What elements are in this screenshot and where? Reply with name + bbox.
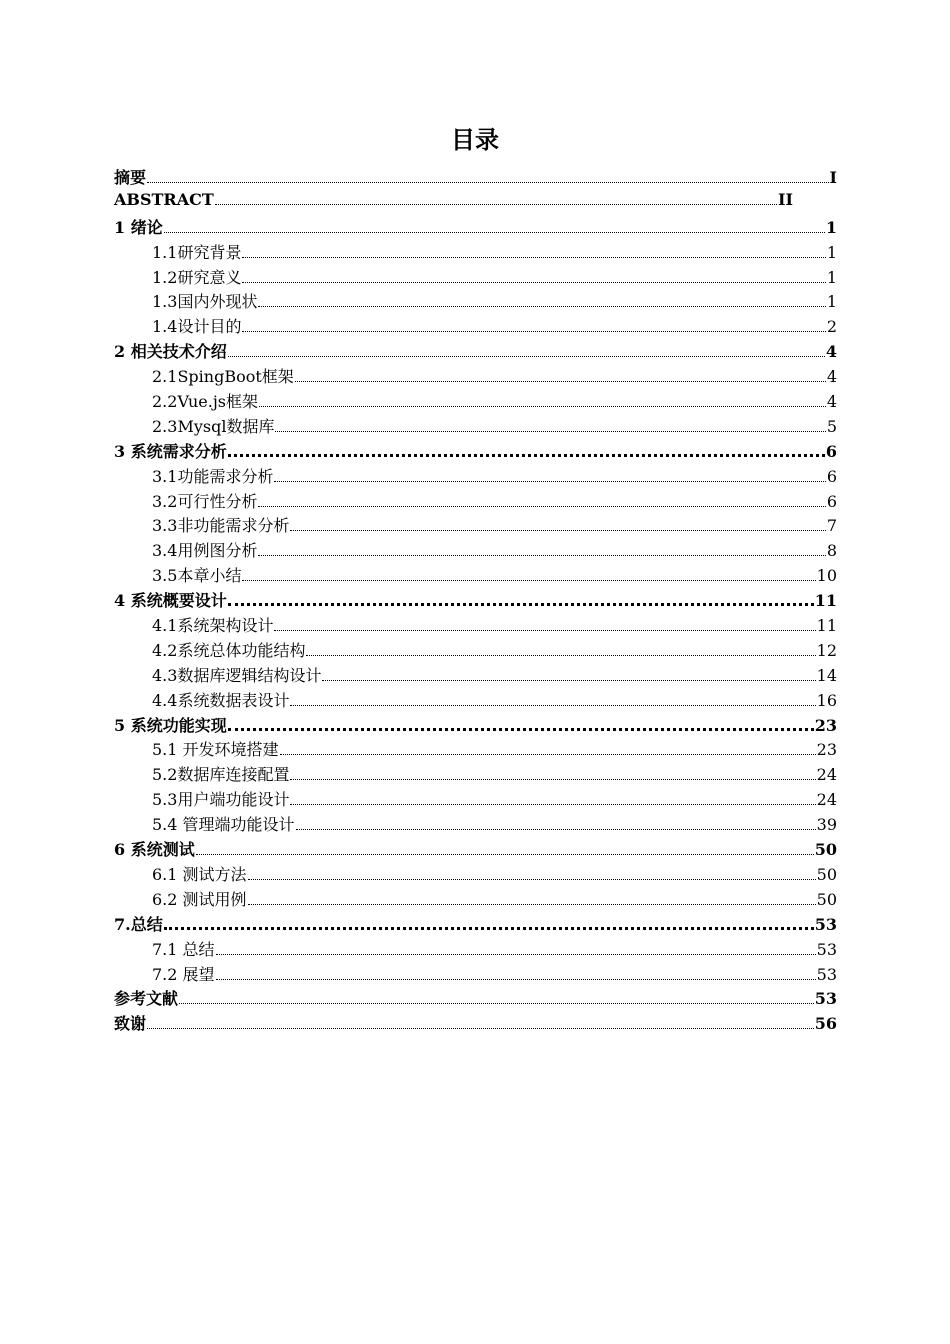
page-title: 目录 — [451, 126, 499, 154]
toc-entry-label: 4.1系统架构设计 — [152, 616, 274, 636]
toc-entry[interactable] — [114, 787, 837, 812]
toc-entry-label: 5 系统功能实现 — [114, 715, 227, 735]
toc-entry[interactable] — [114, 862, 837, 887]
toc-entry-label: 6 系统测试 — [114, 840, 195, 860]
toc-entry[interactable] — [114, 215, 837, 240]
toc-entry-label: 1 绪论 — [114, 217, 163, 237]
toc-entry[interactable] — [114, 563, 837, 588]
toc-dot-leader — [322, 680, 815, 681]
toc-dot-leader — [274, 481, 825, 482]
toc-dot-leader — [306, 655, 815, 656]
toc-page-number: 11 — [816, 616, 837, 636]
toc-entry-label: 1.2研究意义 — [152, 267, 242, 287]
toc-entry[interactable] — [114, 190, 837, 215]
toc-entry[interactable] — [114, 165, 837, 190]
toc-page-number: 4 — [826, 392, 837, 412]
toc-page-number: 1 — [826, 267, 837, 287]
toc-page-number: 50 — [814, 840, 837, 860]
toc-entry[interactable] — [114, 812, 837, 837]
toc-entry-label: 3.5本章小结 — [152, 566, 242, 586]
toc-entry[interactable] — [114, 339, 837, 364]
toc-entry[interactable] — [114, 1011, 837, 1036]
toc-dot-leader — [248, 904, 816, 905]
toc-entry[interactable] — [114, 240, 837, 265]
toc-dot-leader — [259, 406, 826, 407]
toc-entry-label: 5.2数据库连接配置 — [152, 765, 290, 785]
toc-entry-label: 1.3国内外现状 — [152, 292, 258, 312]
toc-page-number: 11 — [814, 591, 837, 611]
toc-dot-leader — [290, 705, 815, 706]
toc-page-number: I — [829, 168, 837, 187]
toc-entry-label: 4 系统概要设计 — [114, 591, 227, 611]
toc-page-number: 10 — [816, 566, 837, 586]
toc-dot-leader — [228, 454, 825, 457]
toc-dot-leader — [274, 630, 815, 631]
toc-page-number: 1 — [826, 292, 837, 312]
toc-entry-label: 3.3非功能需求分析 — [152, 516, 290, 536]
toc-dot-leader — [228, 603, 814, 606]
toc-dot-leader — [228, 728, 814, 731]
toc-page-number: 50 — [816, 889, 837, 909]
toc-entry[interactable] — [114, 663, 837, 688]
toc-entry[interactable] — [114, 389, 837, 414]
toc-entry[interactable] — [114, 414, 837, 439]
toc-page-number: 23 — [814, 715, 837, 735]
toc-dot-leader — [295, 381, 826, 382]
toc-dot-leader — [258, 506, 825, 507]
toc-entry[interactable] — [114, 688, 837, 713]
toc-entry[interactable] — [114, 439, 837, 464]
toc-dot-leader — [290, 804, 815, 805]
toc-entry-label: 5.3用户端功能设计 — [152, 790, 290, 810]
toc-page-number: 53 — [814, 989, 837, 1009]
toc-entry-label: 7.总结 — [114, 914, 163, 934]
toc-dot-leader — [290, 530, 825, 531]
toc-page-number: 8 — [826, 541, 837, 561]
toc-entry[interactable] — [114, 937, 837, 962]
toc-entry-label: 3.1功能需求分析 — [152, 466, 274, 486]
toc-entry[interactable] — [114, 513, 837, 538]
toc-page-number: 4 — [825, 342, 837, 362]
toc-entry-label: 2 相关技术介绍 — [114, 342, 227, 362]
toc-dot-leader — [164, 927, 814, 930]
toc-dot-leader — [280, 754, 816, 755]
toc-entry[interactable] — [114, 364, 837, 389]
toc-page-number: 50 — [816, 864, 837, 884]
toc-dot-leader — [215, 204, 777, 205]
toc-entry[interactable] — [114, 265, 837, 290]
toc-entry[interactable] — [114, 613, 837, 638]
toc-dot-leader — [216, 954, 816, 955]
toc-entry[interactable] — [114, 464, 837, 489]
toc-dot-leader — [164, 232, 825, 233]
toc-entry-label: 1.1研究背景 — [152, 242, 242, 262]
toc-dot-leader — [275, 431, 825, 432]
toc-page-number: 53 — [816, 964, 837, 984]
toc-entry-label: 6.2 测试用例 — [152, 889, 247, 909]
table-of-contents — [114, 165, 837, 1036]
toc-page-number: 53 — [816, 939, 837, 959]
toc-entry-label: 4.4系统数据表设计 — [152, 690, 290, 710]
toc-dot-leader — [242, 331, 825, 332]
toc-page-number: 6 — [826, 466, 837, 486]
toc-dot-leader — [290, 779, 815, 780]
toc-entry-label: 4.3数据库逻辑结构设计 — [152, 665, 322, 685]
toc-entry[interactable] — [114, 737, 837, 762]
toc-dot-leader — [216, 979, 816, 980]
toc-entry-label: 7.1 总结 — [152, 939, 215, 959]
toc-entry[interactable] — [114, 887, 837, 912]
toc-dot-leader — [242, 257, 825, 258]
toc-dot-leader — [248, 879, 816, 880]
toc-entry-label: 摘要 — [114, 168, 147, 187]
toc-entry-label: 2.1SpingBoot框架 — [152, 367, 294, 387]
toc-entry[interactable] — [114, 762, 837, 787]
toc-entry[interactable] — [114, 314, 837, 339]
toc-entry-label: 2.2Vue.js框架 — [152, 392, 259, 412]
toc-entry[interactable] — [114, 912, 837, 937]
toc-entry[interactable] — [114, 289, 837, 314]
toc-entry-label: 3 系统需求分析 — [114, 441, 227, 461]
toc-dot-leader — [258, 555, 825, 556]
toc-entry-label: 3.4用例图分析 — [152, 541, 258, 561]
toc-entry[interactable] — [114, 489, 837, 514]
toc-page-number: 39 — [816, 815, 837, 835]
toc-entry[interactable] — [114, 588, 837, 613]
toc-entry-label: 致谢 — [114, 1014, 147, 1034]
toc-page-number: 2 — [826, 317, 837, 337]
toc-page-number: 7 — [826, 516, 837, 536]
toc-entry-label: 6.1 测试方法 — [152, 864, 247, 884]
toc-dot-leader — [147, 182, 829, 183]
toc-dot-leader — [228, 356, 825, 357]
toc-entry[interactable] — [114, 538, 837, 563]
toc-page-number: 14 — [816, 665, 837, 685]
toc-entry[interactable] — [114, 986, 837, 1011]
toc-page-number: 56 — [814, 1014, 837, 1034]
toc-entry-label: ABSTRACT — [114, 189, 214, 209]
toc-dot-leader — [196, 854, 814, 855]
toc-dot-leader — [296, 829, 816, 830]
toc-entry-label: 5.1 开发环境搭建 — [152, 740, 279, 760]
toc-page-number: 16 — [816, 690, 837, 710]
toc-page-number: 1 — [825, 217, 837, 237]
toc-entry[interactable] — [114, 638, 837, 663]
toc-dot-leader — [179, 1003, 814, 1004]
toc-entry[interactable] — [114, 962, 837, 987]
toc-page-number: 6 — [825, 441, 837, 461]
toc-entry-label: 5.4 管理端功能设计 — [152, 815, 295, 835]
toc-page-number: 53 — [814, 914, 837, 934]
toc-entry-label: 1.4设计目的 — [152, 317, 242, 337]
toc-page-number: 24 — [816, 790, 837, 810]
toc-page-number: II — [778, 189, 793, 209]
toc-dot-leader — [258, 306, 825, 307]
toc-entry-label: 2.3Mysql数据库 — [152, 416, 275, 436]
toc-page-number: 12 — [816, 640, 837, 660]
toc-entry-label: 4.2系统总体功能结构 — [152, 640, 306, 660]
toc-page-number: 23 — [816, 740, 837, 760]
toc-dot-leader — [242, 580, 815, 581]
toc-entry-label: 3.2可行性分析 — [152, 491, 258, 511]
toc-page-number: 5 — [826, 416, 837, 436]
toc-page-number: 4 — [826, 367, 837, 387]
toc-entry-label: 7.2 展望 — [152, 964, 215, 984]
toc-dot-leader — [242, 282, 825, 283]
toc-entry[interactable] — [114, 837, 837, 862]
toc-page-number: 1 — [826, 242, 837, 262]
toc-entry[interactable] — [114, 713, 837, 738]
toc-dot-leader — [147, 1028, 814, 1029]
toc-entry-label: 参考文献 — [114, 989, 179, 1009]
toc-page-number: 6 — [826, 491, 837, 511]
toc-page-number: 24 — [816, 765, 837, 785]
